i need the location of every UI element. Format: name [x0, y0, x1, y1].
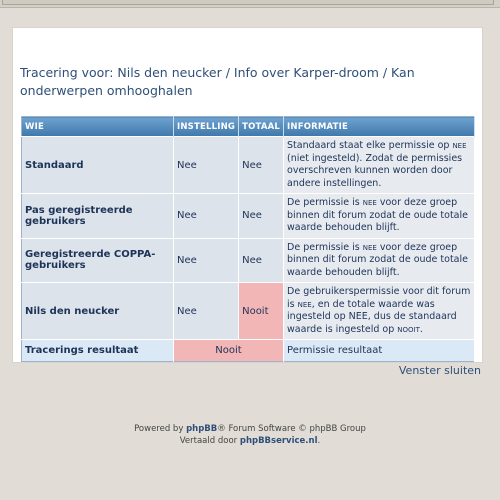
row-total: Nee [239, 194, 284, 239]
footer [0, 423, 500, 447]
footer-translated-by: Vertaald door phpBBservice.nl. [179, 436, 321, 446]
window-top-bar [2, 0, 494, 5]
row-name: Pas geregistreerde gebruikers [22, 194, 174, 239]
phpbbservice-link[interactable]: phpBBservice.nl [239, 436, 318, 446]
page-title: Tracering voor: Nils den neucker / Info over Karper-droom / Kan onderwerpen omhooghalen [20, 65, 415, 98]
row-name: Standaard [22, 137, 174, 194]
row-setting: Nee [174, 283, 239, 340]
row-total: Nee [239, 137, 284, 194]
header-totaal: TOTAAL [239, 117, 284, 137]
table-row [22, 238, 475, 283]
table-row [22, 283, 475, 340]
header-instelling: INSTELLING [174, 117, 239, 137]
row-name: Nils den neucker [22, 283, 174, 340]
permission-trace-table [21, 116, 475, 362]
row-name: Geregistreerde COPPA-gebruikers [22, 238, 174, 283]
header-informatie: INFORMATIE [284, 117, 475, 137]
table-header-row [22, 117, 475, 137]
permission-trace-panel [12, 27, 483, 363]
table-row [22, 194, 475, 239]
result-value: Nooit [174, 340, 284, 362]
row-info: De permissie is NEE voor deze groep binnen dit forum zodat de oude totale waarde behouden blijft. [284, 238, 475, 283]
row-info: Standaard staat elke permissie op NEE (niet ingesteld). Zodat de permissies overschreven kunnen worden door andere instellingen. [284, 137, 475, 194]
result-info: Permissie resultaat [284, 340, 475, 362]
row-total: Nee [239, 238, 284, 283]
row-setting: Nee [174, 194, 239, 239]
row-setting: Nee [174, 238, 239, 283]
row-info: De gebruikerspermissie voor dit forum is NEE, en de totale waarde was ingesteld op NEE, dus de standaard waarde is ingesteld op NOOIT. [284, 283, 475, 340]
window-top-strip [0, 0, 500, 8]
phpbb-link[interactable]: phpBB [186, 424, 218, 434]
result-label: Tracerings resultaat [22, 340, 174, 362]
row-total-never: Nooit [239, 283, 284, 340]
result-row [22, 340, 475, 362]
row-info: De permissie is NEE voor deze groep binnen dit forum zodat de oude totale waarde behouden blijft. [284, 194, 475, 239]
header-wie: WIE [22, 117, 174, 137]
row-setting: Nee [174, 137, 239, 194]
table-row [22, 137, 475, 194]
footer-powered-by: Powered by phpBB® Forum Software © phpBB Group [134, 424, 366, 434]
close-window-link[interactable]: Venster sluiten [398, 364, 481, 377]
